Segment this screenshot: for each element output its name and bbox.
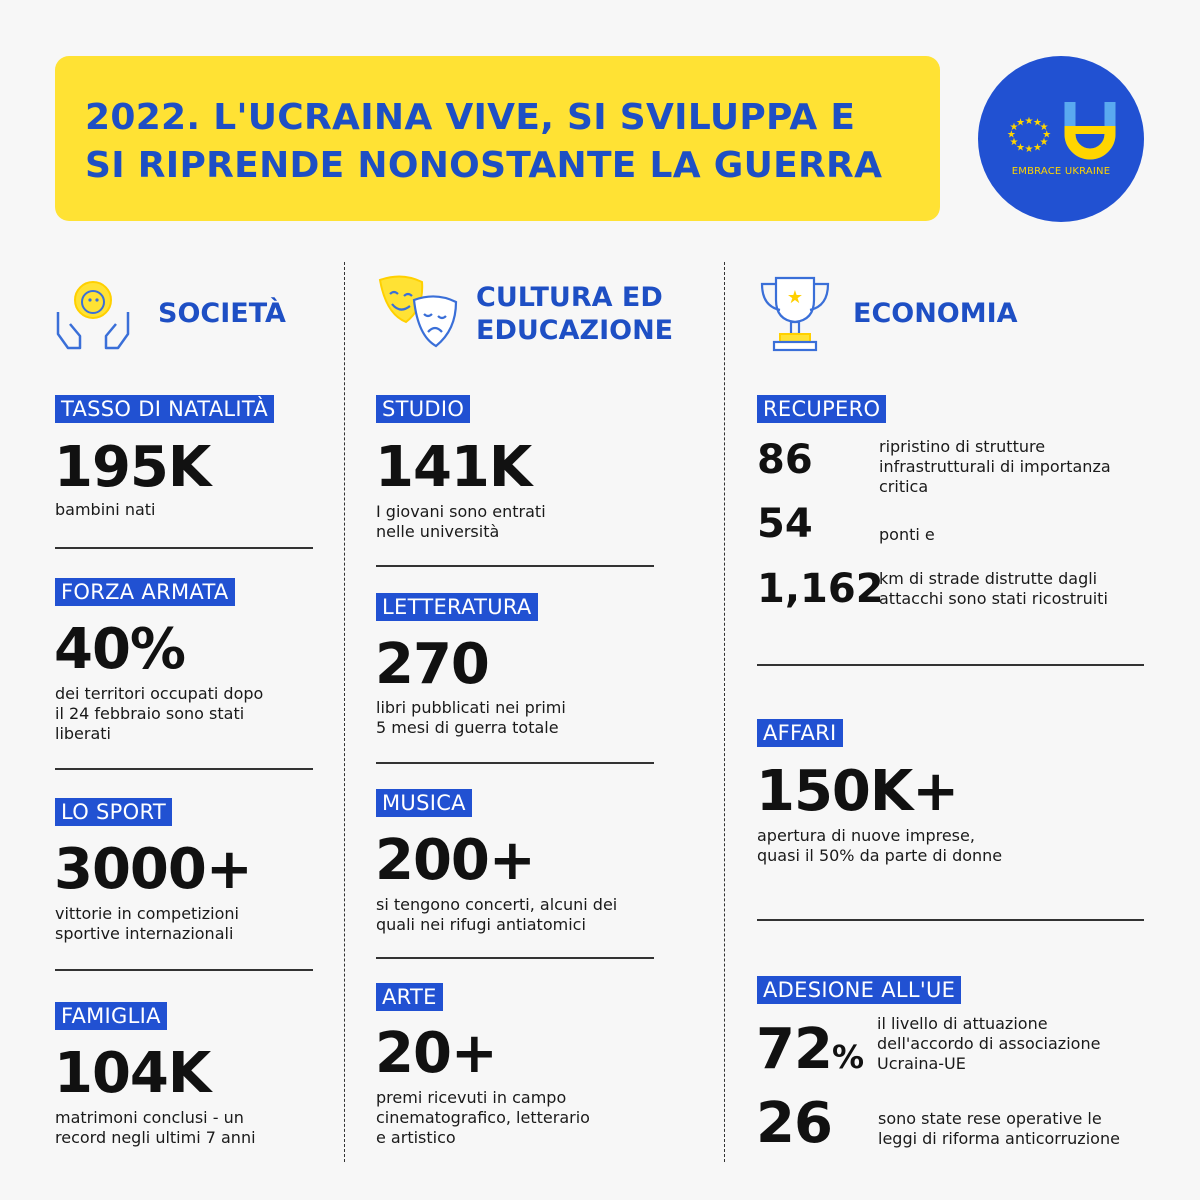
- culture-value-music: 200+: [375, 828, 535, 893]
- svg-text:★: ★: [1016, 142, 1025, 154]
- society-value-sport: 3000+: [54, 837, 252, 902]
- divider: [55, 547, 313, 549]
- society-value-family: 104K: [54, 1041, 211, 1106]
- eu-value-agreement: [756, 1017, 863, 1087]
- society-desc-sport: vittorie in competizioni sportive internazionali: [55, 904, 239, 943]
- society-desc-birthrate: bambini nati: [55, 500, 156, 519]
- society-label-family: FAMIGLIA: [55, 1002, 167, 1030]
- svg-text:★: ★: [1016, 117, 1025, 129]
- culture-value-art: 20+: [375, 1021, 497, 1086]
- recovery-desc-infrastructure: ripristino di strutture infrastrutturali di importanza critica: [879, 437, 1111, 496]
- column-divider-1: [344, 262, 345, 1162]
- culture-desc-literature: libri pubblicati nei primi 5 mesi di guerra totale: [376, 698, 566, 737]
- society-value-army: 40%: [54, 617, 186, 682]
- svg-text:★: ★: [1009, 122, 1019, 133]
- eu-value-unit: %: [831, 1038, 863, 1076]
- recovery-desc-roads: km di strade distrutte dagli attacchi sono stati ricostruiti: [879, 569, 1108, 608]
- economy-label-eu: ADESIONE ALL'UE: [757, 976, 961, 1004]
- svg-text:★: ★: [1039, 122, 1049, 133]
- society-title: SOCIETÀ: [158, 298, 286, 329]
- culture-label-study: STUDIO: [376, 395, 470, 423]
- society-label-sport: LO SPORT: [55, 798, 172, 826]
- recovery-value-bridges: 54: [757, 501, 813, 547]
- culture-value-literature: 270: [375, 632, 489, 697]
- society-label-army: FORZA ARMATA: [55, 578, 235, 606]
- column-divider-2: [724, 262, 725, 1162]
- recovery-value-roads: 1,162: [757, 566, 884, 612]
- eu-desc-laws: sono state rese operative le leggi di riforma anticorruzione: [878, 1109, 1120, 1148]
- embrace-ukraine-logo: [978, 56, 1144, 222]
- business-value: 150K+: [756, 759, 959, 824]
- svg-text:★: ★: [1033, 142, 1042, 154]
- svg-text:★: ★: [1024, 116, 1034, 127]
- recovery-value-infrastructure: 86: [757, 437, 813, 483]
- divider: [55, 969, 313, 971]
- culture-label-literature: LETTERATURA: [376, 593, 538, 621]
- economy-label-recovery: RECUPERO: [757, 395, 886, 423]
- eu-stars-u-icon: [978, 56, 1144, 222]
- divider: [376, 565, 654, 567]
- svg-text:★: ★: [1024, 144, 1034, 155]
- divider: [757, 919, 1144, 921]
- economy-label-business: AFFARI: [757, 719, 843, 747]
- svg-text:★: ★: [1042, 129, 1052, 141]
- logo-text: EMBRACE UKRAINE: [1011, 166, 1111, 177]
- economy-title: ECONOMIA: [853, 298, 1018, 329]
- title-banner: [55, 56, 940, 221]
- society-value-birthrate: 195K: [54, 435, 211, 500]
- culture-label-music: MUSICA: [376, 789, 472, 817]
- title-line-1: 2022. L'UCRAINA VIVE, SI SVILUPPA E: [85, 97, 856, 138]
- business-desc: apertura di nuove imprese, quasi il 50% da parte di donne: [757, 826, 1003, 865]
- eu-value-laws: 26: [756, 1091, 832, 1156]
- title-line-2: SI RIPRENDE NONOSTANTE LA GUERRA: [85, 145, 883, 186]
- divider: [55, 768, 313, 770]
- divider: [376, 762, 654, 764]
- culture-desc-study: I giovani sono entrati nelle università: [376, 502, 546, 541]
- eu-value-number: 72: [756, 1017, 832, 1082]
- divider: [376, 957, 654, 959]
- society-desc-family: matrimoni conclusi - un record negli ultimi 7 anni: [55, 1108, 256, 1147]
- svg-text:★: ★: [1039, 137, 1049, 148]
- divider: [757, 664, 1144, 666]
- culture-desc-art: premi ricevuti in campo cinematografico, letterario e artistico: [376, 1088, 590, 1147]
- culture-title-line-1: CULTURA ED: [476, 282, 663, 313]
- svg-text:★: ★: [786, 287, 804, 307]
- theater-masks-icon: [372, 268, 462, 358]
- hands-baby-icon: [52, 272, 134, 354]
- eu-desc-agreement: il livello di attuazione dell'accordo di associazione Ucraina-UE: [877, 1014, 1101, 1073]
- trophy-icon: [756, 272, 834, 356]
- culture-desc-music: si tengono concerti, alcuni dei quali nei rifugi antiatomici: [376, 895, 618, 934]
- svg-text:★: ★: [1009, 137, 1019, 148]
- svg-text:★: ★: [1033, 117, 1042, 129]
- culture-value-study: 141K: [375, 435, 532, 500]
- society-desc-army: dei territori occupati dopo il 24 febbraio sono stati liberati: [55, 684, 264, 743]
- society-label-birthrate: TASSO DI NATALITÀ: [55, 395, 274, 423]
- culture-title-line-2: EDUCAZIONE: [476, 315, 674, 346]
- recovery-desc-bridges: ponti e: [879, 525, 935, 544]
- svg-text:★: ★: [1006, 129, 1016, 141]
- culture-label-art: ARTE: [376, 983, 443, 1011]
